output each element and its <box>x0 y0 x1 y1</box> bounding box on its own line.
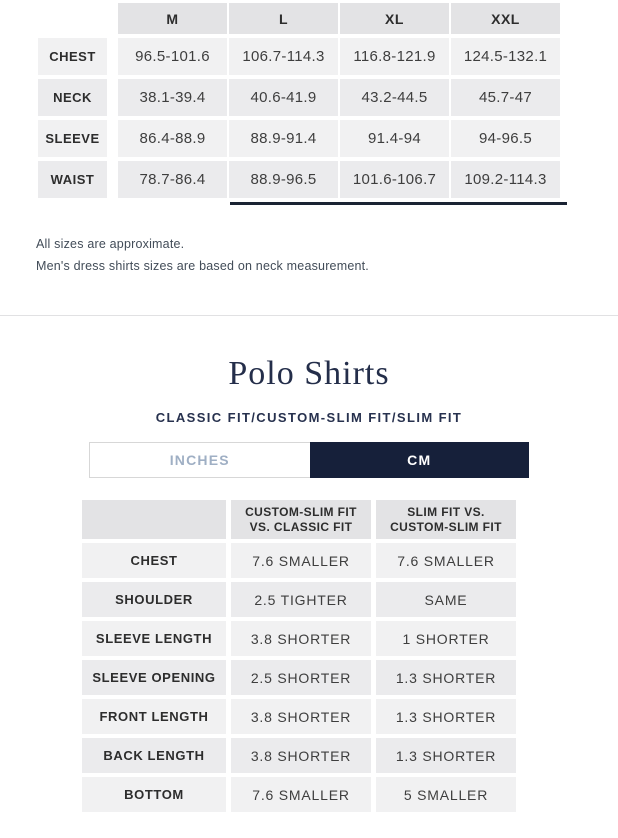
cell-value: 88.9-91.4 <box>229 120 338 157</box>
row-label: SLEEVE LENGTH <box>82 621 226 656</box>
column-header-custom-slim-vs-classic: CUSTOM-SLIM FIT VS. CLASSIC FIT <box>231 500 371 539</box>
table-row-sleeve-length <box>82 621 618 656</box>
column-header-m: M <box>118 3 227 34</box>
row-label: BACK LENGTH <box>82 738 226 773</box>
cell-value: 7.6 SMALLER <box>376 543 516 578</box>
cell-value: 3.8 SHORTER <box>231 699 371 734</box>
cell-value: 96.5-101.6 <box>118 38 227 75</box>
table-row-sleeve-opening <box>82 660 618 695</box>
table-row-chest <box>38 38 618 75</box>
note-approximate: All sizes are approximate. <box>36 237 185 251</box>
cell-value: 1 SHORTER <box>376 621 516 656</box>
cell-value: 5 SMALLER <box>376 777 516 812</box>
table-row-neck <box>38 79 618 116</box>
table-header-row <box>82 500 618 539</box>
cell-value: 7.6 SMALLER <box>231 777 371 812</box>
table-row-front-length <box>82 699 618 734</box>
cell-value: 1.3 SHORTER <box>376 699 516 734</box>
fit-comparison-table <box>82 500 618 812</box>
cell-value: 106.7-114.3 <box>229 38 338 75</box>
row-label: NECK <box>38 79 107 116</box>
cell-value: 38.1-39.4 <box>118 79 227 116</box>
cell-value: 91.4-94 <box>340 120 449 157</box>
cell-value: 88.9-96.5 <box>229 161 338 198</box>
row-label: WAIST <box>38 161 107 198</box>
table-row-sleeve <box>38 120 618 157</box>
cell-value: 116.8-121.9 <box>340 38 449 75</box>
table-row-waist <box>38 161 618 198</box>
cell-value: 124.5-132.1 <box>451 38 560 75</box>
column-header-l: L <box>229 3 338 34</box>
size-measurements-table <box>38 3 618 198</box>
cell-value: 1.3 SHORTER <box>376 738 516 773</box>
cell-value: 101.6-106.7 <box>340 161 449 198</box>
cell-value: 2.5 TIGHTER <box>231 582 371 617</box>
fit-subtitle: CLASSIC FIT/CUSTOM-SLIM FIT/SLIM FIT <box>155 410 463 425</box>
column-header-slim-vs-custom-slim: SLIM FIT VS. CUSTOM-SLIM FIT <box>376 500 516 539</box>
size-notes <box>36 234 618 277</box>
table-row-shoulder <box>82 582 618 617</box>
cell-value: 78.7-86.4 <box>118 161 227 198</box>
cell-value: 40.6-41.9 <box>229 79 338 116</box>
cell-value: 1.3 SHORTER <box>376 660 516 695</box>
cm-tab[interactable]: CM <box>310 442 530 478</box>
unit-toggle <box>89 442 529 478</box>
row-label: CHEST <box>38 38 107 75</box>
cell-value: 43.2-44.5 <box>340 79 449 116</box>
table-scroll-indicator[interactable] <box>230 202 567 205</box>
page-title: Polo Shirts <box>228 355 390 392</box>
cell-value: 94-96.5 <box>451 120 560 157</box>
row-label: FRONT LENGTH <box>82 699 226 734</box>
cell-value: 86.4-88.9 <box>118 120 227 157</box>
row-label: SLEEVE OPENING <box>82 660 226 695</box>
cell-value: SAME <box>376 582 516 617</box>
cell-value: 3.8 SHORTER <box>231 621 371 656</box>
cell-value: 3.8 SHORTER <box>231 738 371 773</box>
cell-value: 2.5 SHORTER <box>231 660 371 695</box>
column-header-xl: XL <box>340 3 449 34</box>
row-label: SHOULDER <box>82 582 226 617</box>
row-label: BOTTOM <box>82 777 226 812</box>
row-label: CHEST <box>82 543 226 578</box>
table-row-chest <box>82 543 618 578</box>
corner-cell <box>82 500 226 539</box>
table-row-bottom <box>82 777 618 812</box>
inches-tab[interactable]: INCHES <box>89 442 310 478</box>
cell-value: 109.2-114.3 <box>451 161 560 198</box>
table-row-back-length <box>82 738 618 773</box>
table-header-row <box>38 3 618 34</box>
cell-value: 45.7-47 <box>451 79 560 116</box>
section-divider <box>0 315 618 316</box>
note-neck-measurement: Men's dress shirts sizes are based on neck measurement. <box>36 258 369 273</box>
column-header-xxl: XXL <box>451 3 560 34</box>
row-label: SLEEVE <box>38 120 107 157</box>
cell-value: 7.6 SMALLER <box>231 543 371 578</box>
